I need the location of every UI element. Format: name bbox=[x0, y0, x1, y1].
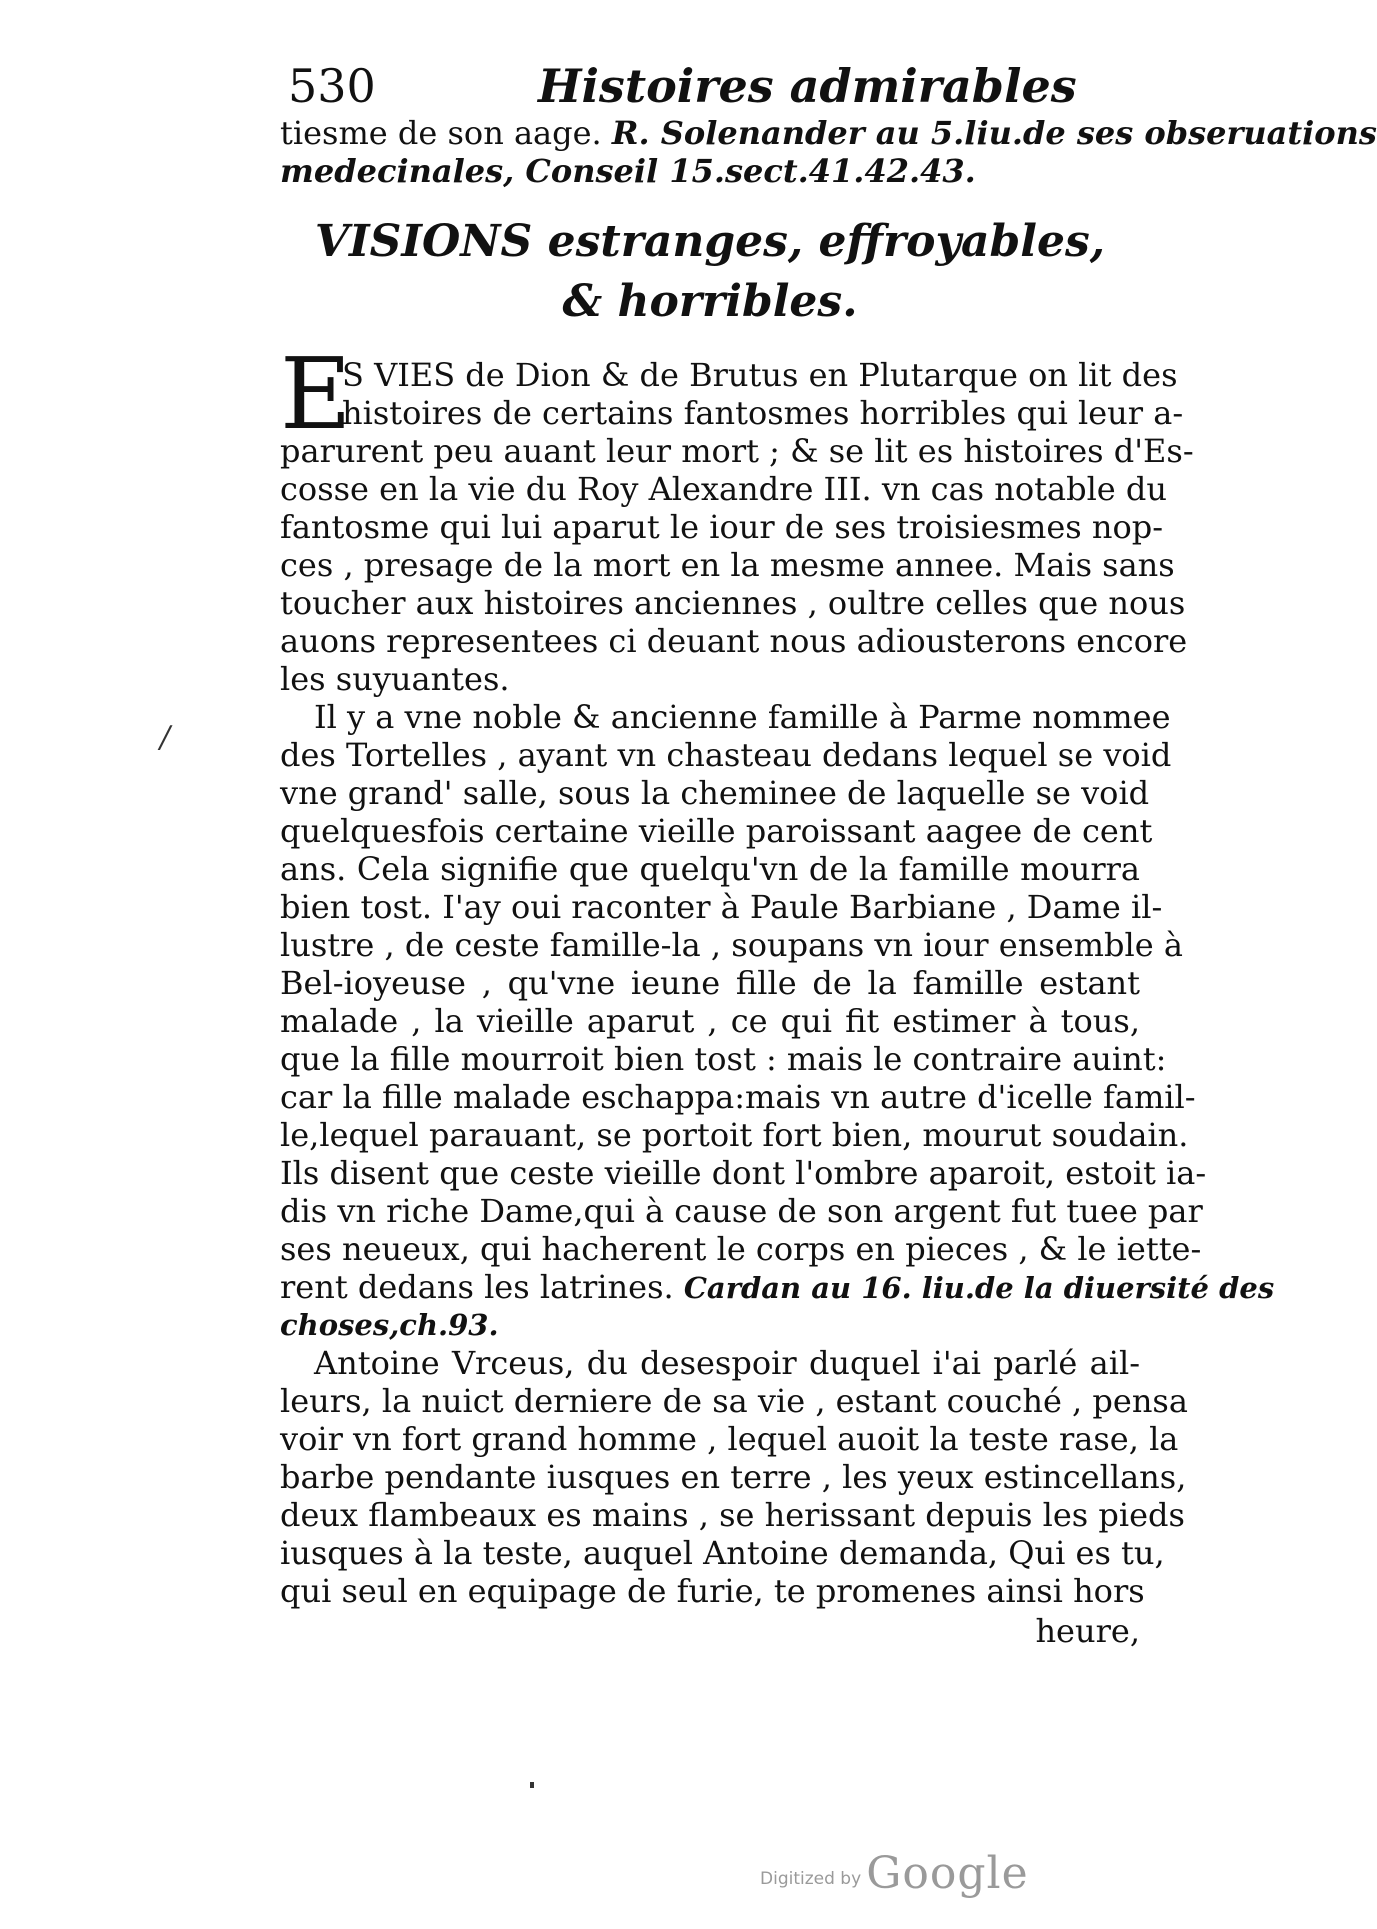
text-line: lustre , de ceste famille-la , soupans vn iour ensemble à bbox=[280, 926, 1183, 964]
section-heading-line-2: & horribles. bbox=[562, 276, 858, 327]
ink-speck bbox=[530, 1782, 534, 1788]
text-line: vne grand' salle, sous la cheminee de laquelle se void bbox=[280, 774, 1150, 812]
margin-mark: / bbox=[160, 720, 171, 755]
text-line: quelquesfois certaine vieille paroissant aagee de cent bbox=[280, 812, 1153, 850]
preamble bbox=[280, 114, 1377, 190]
paragraph-1 bbox=[280, 338, 1194, 698]
text-line: iusques à la teste, auquel Antoine demanda, Qui es tu, bbox=[280, 1534, 1165, 1572]
text-line: fantosme qui lui aparut le iour de ses troisiesmes nop- bbox=[280, 508, 1164, 546]
watermark-prefix: Digitized by bbox=[760, 1869, 862, 1889]
paragraph-3 bbox=[280, 1344, 1188, 1610]
text-line: Ils disent que ceste vieille dont l'ombre aparoit, estoit ia- bbox=[280, 1154, 1207, 1192]
text-line: ses neueux, qui hacherent le corps en pieces , & le iette- bbox=[280, 1230, 1202, 1268]
text-line: les suyuantes. bbox=[280, 660, 510, 698]
text-line: parurent peu auant leur mort ; & se lit es histoires d'Es- bbox=[280, 432, 1194, 470]
text-line: Antoine Vrceus, du desespoir duquel i'ai parlé ail- bbox=[314, 1344, 1140, 1382]
text-line-with-citation bbox=[280, 1268, 1275, 1306]
text-line: Il y a vne noble & ancienne famille à Parme nommee bbox=[314, 698, 1171, 736]
google-logo: Google bbox=[866, 1848, 1029, 1899]
text-line: qui seul en equipage de furie, te promenes ainsi hors bbox=[280, 1572, 1145, 1610]
text-line: barbe pendante iusques en terre , les yeux estincellans, bbox=[280, 1458, 1187, 1496]
text-line: histoires de certains fantosmes horribles qui leur a- bbox=[342, 394, 1184, 432]
text-line: toucher aux histoires anciennes , oultre celles que nous bbox=[280, 584, 1186, 622]
text-line: voir vn fort grand homme , lequel auoit la teste rase, la bbox=[280, 1420, 1179, 1458]
digitization-watermark bbox=[760, 1848, 1029, 1899]
text-line: ces , presage de la mort en la mesme annee. Mais sans bbox=[280, 546, 1175, 584]
text-line: cosse en la vie du Roy Alexandre III. vn cas notable du bbox=[280, 470, 1167, 508]
page-number: 530 bbox=[288, 59, 376, 113]
text-line: le,lequel parauant, se portoit fort bien, mourut soudain. bbox=[280, 1116, 1189, 1154]
text-line: S VIES de Dion & de Brutus en Plutarque on lit des bbox=[342, 356, 1178, 394]
preamble-citation: R. Solenander au 5.liu.de ses obseruations bbox=[611, 114, 1377, 152]
text-line: car la fille malade eschappa:mais vn autre d'icelle famil- bbox=[280, 1078, 1196, 1116]
text-line: que la fille mourroit bien tost : mais le contraire auint: bbox=[280, 1040, 1167, 1078]
body-text bbox=[280, 338, 1275, 1650]
preamble-text: tiesme de son aage. bbox=[280, 114, 602, 152]
text-line: Bel-ioyeuse , qu'vne ieune fille de la famille estant bbox=[280, 964, 1140, 1002]
section-heading-line-1: VISIONS estranges, effroyables, bbox=[314, 216, 1106, 267]
text-line: des Tortelles , ayant vn chasteau dedans lequel se void bbox=[280, 736, 1172, 774]
text-line: ans. Cela signifie que quelqu'vn de la famille mourra bbox=[280, 850, 1140, 888]
paragraph-2 bbox=[280, 698, 1275, 1344]
section-heading bbox=[280, 212, 1140, 332]
citation: Cardan au 16. liu.de la diuersité des bbox=[683, 1271, 1275, 1305]
text-line: leurs, la nuict derniere de sa vie , estant couché , pensa bbox=[280, 1382, 1188, 1420]
drop-cap: E bbox=[280, 338, 352, 452]
page-header bbox=[280, 58, 1140, 114]
text-line: dis vn riche Dame,qui à cause de son argent fut tuee par bbox=[280, 1192, 1203, 1230]
text-line: auons representees ci deuant nous adiousterons encore bbox=[280, 622, 1188, 660]
citation-continued: choses,ch.93. bbox=[280, 1308, 499, 1342]
text-line: bien tost. I'ay oui raconter à Paule Barbiane , Dame il- bbox=[280, 888, 1163, 926]
text-fragment: rent dedans les latrines. bbox=[280, 1268, 674, 1306]
preamble-citation-continued: medecinales, Conseil 15.sect.41.42.43. bbox=[280, 152, 976, 190]
catchword: heure, bbox=[1035, 1612, 1140, 1650]
running-title: Histoires admirables bbox=[538, 59, 1077, 113]
book-page bbox=[280, 58, 1377, 1650]
text-line: deux flambeaux es mains , se herissant depuis les pieds bbox=[280, 1496, 1185, 1534]
text-line: malade , la vieille aparut , ce qui fit estimer à tous, bbox=[280, 1002, 1140, 1040]
